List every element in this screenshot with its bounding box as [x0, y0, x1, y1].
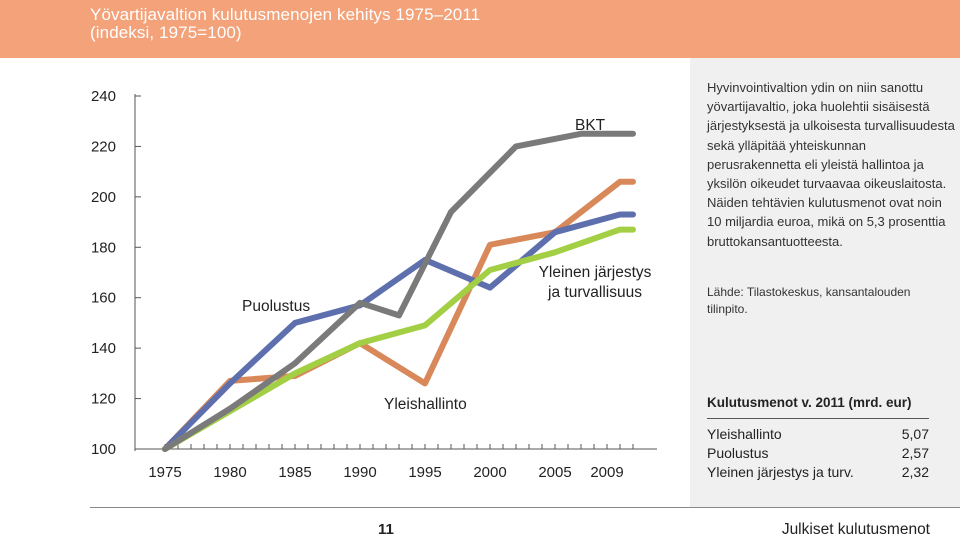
chart-title: Yövartijavaltion kulutusmenojen kehitys 1975–2011: [90, 5, 481, 24]
series-line: [165, 230, 633, 449]
series-annotation: Yleinen järjestys: [538, 264, 652, 281]
page-number: 11: [378, 521, 394, 538]
expenses-title: Kulutusmenot v. 2011 (mrd. eur): [707, 395, 912, 410]
x-tick-label: 1985: [278, 464, 312, 481]
source-note: Lähde: Tilastokeskus, kansantalouden tilinpito.: [707, 285, 911, 316]
line-chart: [0, 58, 690, 508]
x-tick-label: 2009: [590, 464, 624, 481]
info-sidebar: [690, 58, 960, 508]
series-annotation: Puolustus: [242, 298, 311, 315]
x-tick-label: 1990: [343, 464, 377, 481]
y-tick-label: 160: [90, 289, 116, 307]
y-tick-label: 220: [90, 138, 116, 156]
description-text: Hyvinvointivaltion ydin on niin sanottu yövartijavaltio, joka huolehtii sisäisestä järjestyksestä ja ulkoisesta turvallisuudesta sekä ylläpitää yhteiskunnan perusrakennetta eli yleistä hallintoa ja yksilön oikeudet turvaavaa oikeuslaitosta. Näiden tehtävien kulutusmenot ovat noin 10 miljardia euroa, mikä on 5,3 prosenttia bruttokansantuotteesta.: [707, 80, 955, 249]
x-tick-label: 1975: [148, 464, 182, 481]
x-tick-label: 1995: [408, 464, 442, 481]
expense-label: Puolustus: [707, 445, 769, 461]
series-annotation: BKT: [575, 117, 606, 134]
expense-label: Yleinen järjestys ja turv.: [707, 464, 854, 480]
expenses-divider: [707, 418, 929, 419]
chart-header: [0, 0, 960, 58]
x-tick-label: 1980: [213, 464, 247, 481]
series-annotation: Yleishallinto: [384, 396, 467, 413]
chart-subtitle: (indeksi, 1975=100): [90, 23, 242, 42]
footer-title: Julkiset kulutusmenot: [781, 521, 930, 538]
series-annotation: ja turvallisuus: [548, 284, 642, 301]
y-tick-label: 240: [90, 88, 116, 105]
expense-label: Yleishallinto: [707, 426, 782, 442]
y-tick-label: 100: [90, 441, 116, 458]
y-tick-label: 200: [90, 188, 116, 206]
y-tick-label: 120: [90, 390, 116, 408]
expense-value: 2,32: [901, 464, 929, 480]
y-tick-label: 140: [90, 340, 116, 358]
y-axis: [91, 88, 141, 458]
x-tick-label: 2005: [538, 464, 572, 481]
expense-value: 2,57: [901, 445, 929, 461]
y-tick-label: 180: [90, 239, 116, 257]
x-axis: [135, 444, 657, 481]
footer-divider: [90, 507, 960, 508]
expense-value: 5,07: [901, 426, 929, 442]
x-tick-label: 2000: [473, 464, 507, 481]
